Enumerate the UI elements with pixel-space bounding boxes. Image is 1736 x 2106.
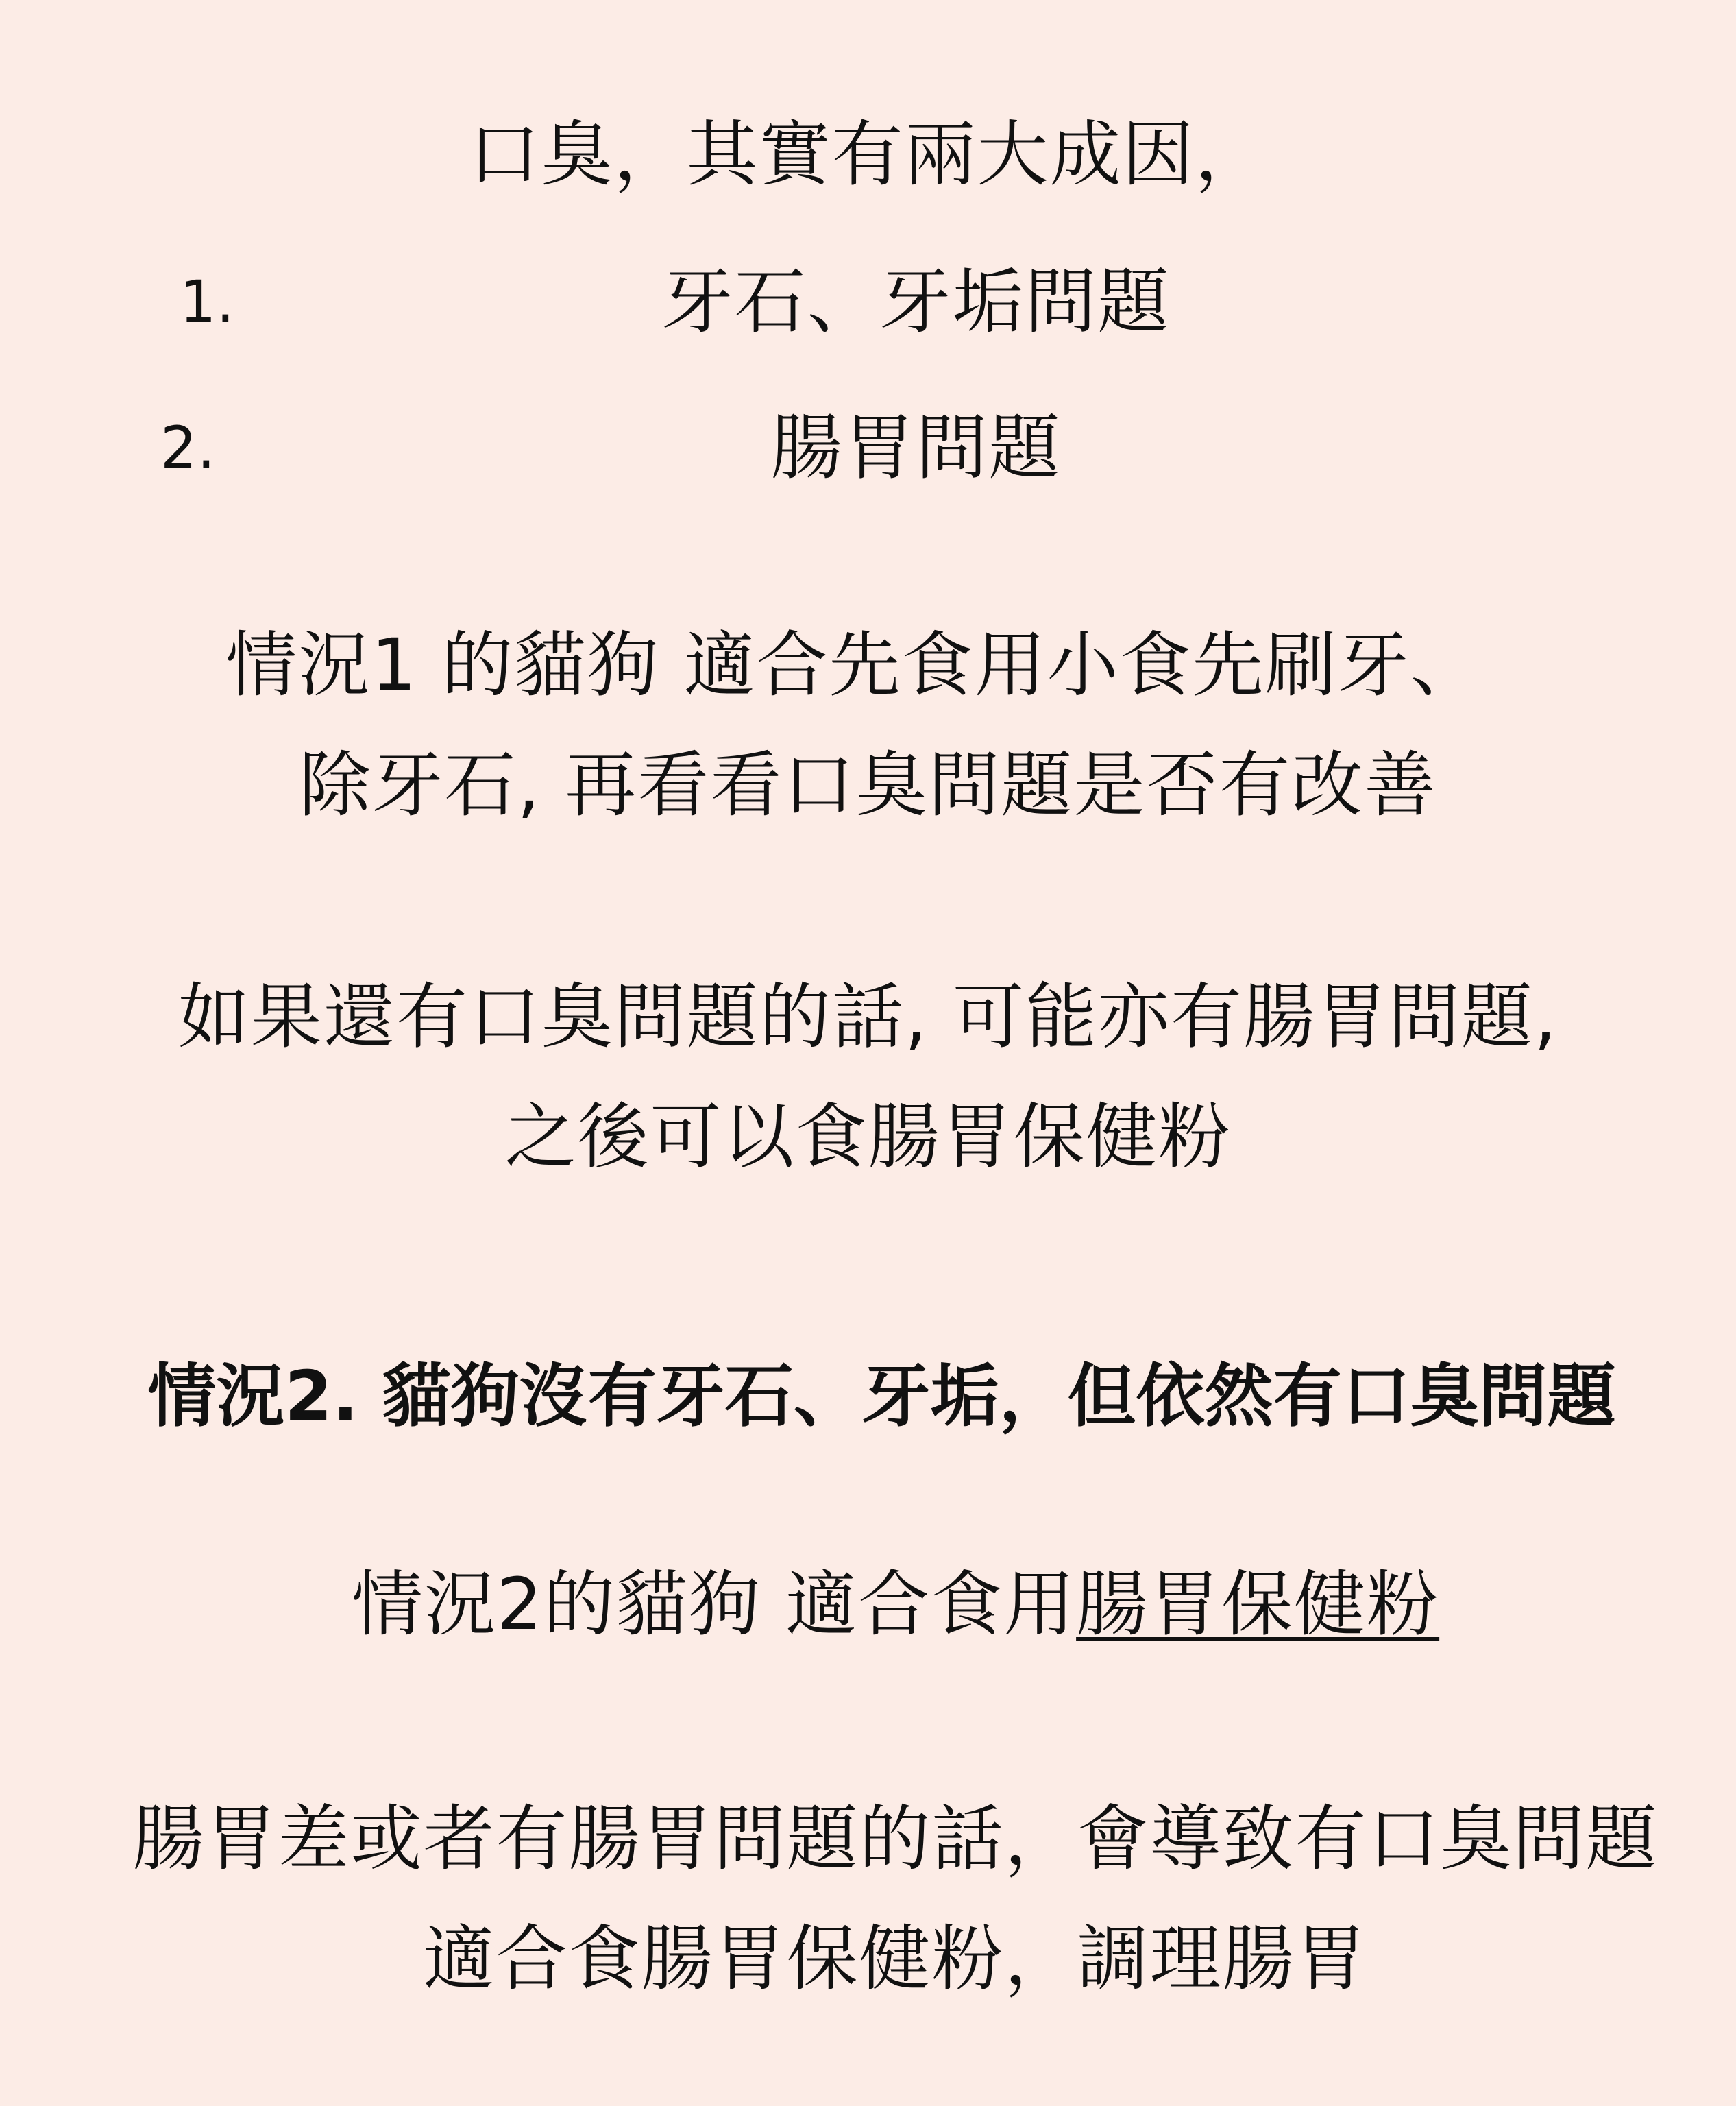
intro-text: 口臭，其實有兩大成因， <box>468 112 1268 196</box>
case2-recommendation <box>27 1560 1736 1649</box>
closing-line2: 適合食腸胃保健粉，調理腸胃 <box>423 1917 1368 2000</box>
case2-prefix: 情況2的貓狗 適合食用 <box>351 1562 1077 1646</box>
case1-line1: 情況1 的貓狗 適合先食用小食先刷牙、 <box>225 623 1483 707</box>
case2-heading: 情況2. 貓狗沒有牙石、牙垢，但依然有口臭問題 <box>147 1356 1616 1436</box>
followup-line2: 之後可以食腸胃保健粉 <box>504 1095 1232 1178</box>
closing-line1: 腸胃差或者有腸胃問題的話，會導致有口臭問題 <box>132 1797 1659 1880</box>
cause-2-number: 2. <box>160 414 216 481</box>
cause-1-number: 1. <box>180 268 235 335</box>
gut-powder-link[interactable]: 腸胃保健粉 <box>1076 1562 1440 1646</box>
followup-line1: 如果還有口臭問題的話, 可能亦有腸胃問題, <box>178 975 1558 1058</box>
cause-2-text: 腸胃問題 <box>770 406 1062 489</box>
cause-1-text: 牙石、牙垢問題 <box>661 260 1171 343</box>
case1-line2: 除牙石, 再看看口臭問題是否有改善 <box>299 743 1437 827</box>
